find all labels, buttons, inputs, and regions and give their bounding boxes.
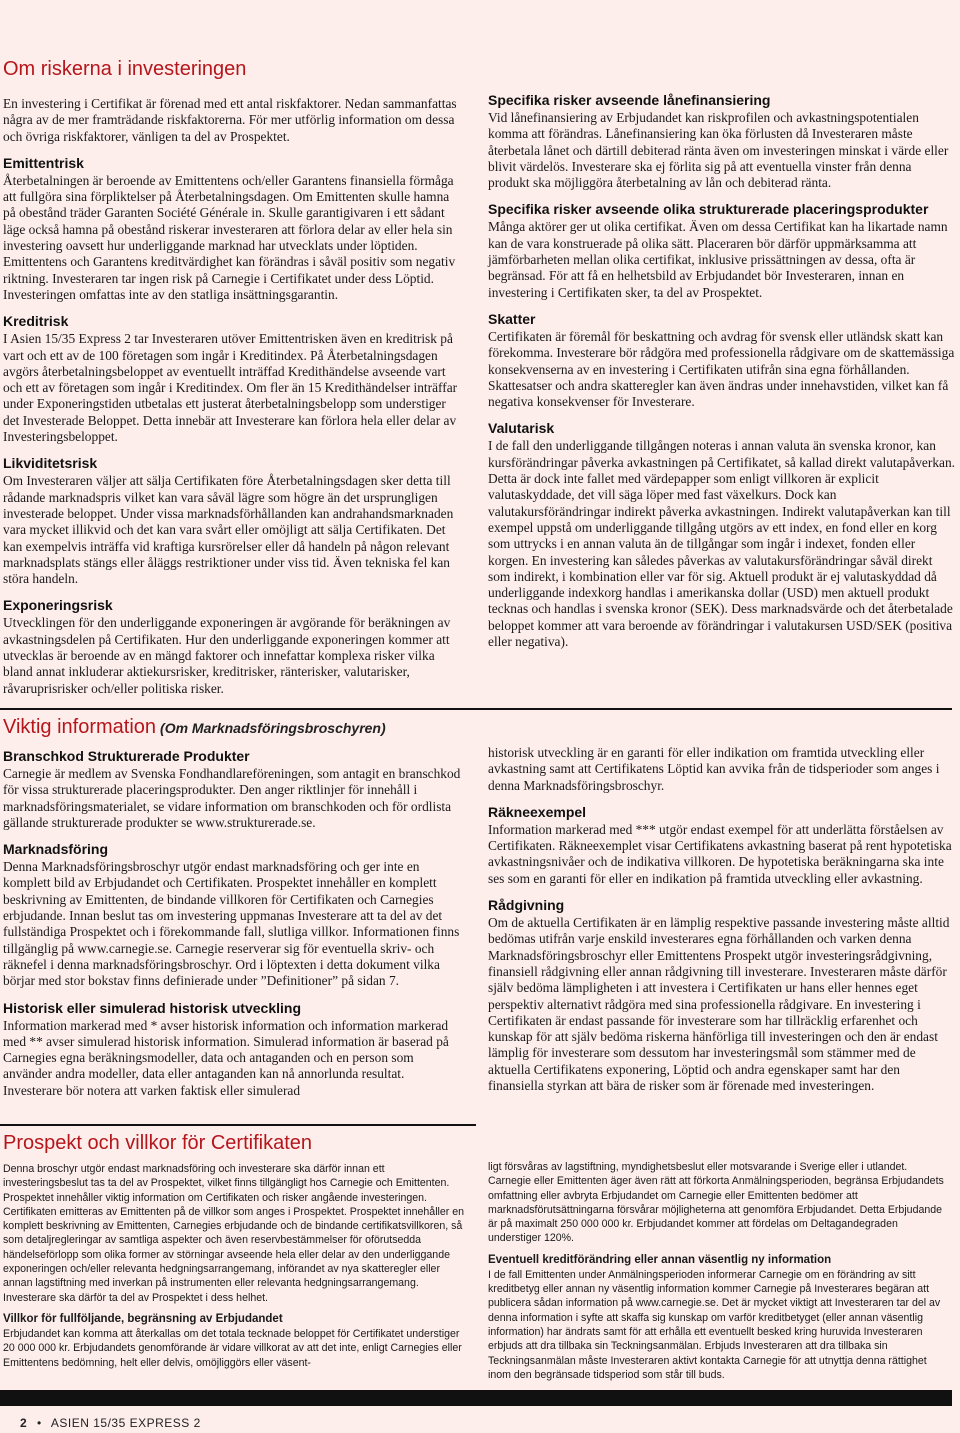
- risk-text-emittentrisk: Återbetalningen är beroende av Emittentens och/eller Garantens finansiella förmåga att fullgöra sina förpliktelser på Återbetalningsdagen. Om Emittenten skulle hamna på obestånd träder Garanten Société Générale in. Skulle garantigivaren i ett sådant läge också hamna på obestånd riskerar investeraren att förlora delar av eller hela sin investering oavsett hur underliggande marknad har utvecklats under löptiden. Emittentens och Garantens kreditvärdighet kan förändras i såväl positiv som negativ riktning. Investeraren tar ingen risk på Carnegie i Certifikatet under dess Löptid. Investeringen omfattas inte av den statliga insättningsgarantin.: [3, 172, 456, 302]
- risk-text-exponeringsrisk: Utvecklingen för den underliggande exponeringen är avgörande för beräkningen av avkastningsdelen på Certifikaten. Hur den underliggande exponeringen kommer att utvecklas är beroende av en mängd faktorer och innefattar komplexa risker vilka bland annat inkluderar aktiekursrisker, kreditrisker, ränterisker, valutarisker, råvaruprisrisker och/eller politiska risker.: [3, 615, 451, 696]
- risks-right-column: [488, 84, 956, 650]
- bottom-bar: [0, 1390, 952, 1406]
- section-divider-2: [0, 1124, 476, 1126]
- risks-title: Om riskerna i investeringen: [3, 58, 247, 80]
- prospekt-right-column: [488, 1160, 952, 1382]
- risk-text-lanefinansiering: Vid lånefinansiering av Erbjudandet kan riskprofilen och avkastningspotentialen komma att förändras. Lånefinansiering kan öka förlusten då Investeraren måste återbetala lånet och därtill debiterad ränta även om investeringen minskat i värde eller blivit värdelös. Investerare ska ej förlita sig på att eventuella vinster från denna produkt ska möjliggöra återbetalning av lån och debiterad ränta.: [488, 110, 949, 191]
- risk-heading-lanefinansiering: Specifika risker avseende lånefinansiering: [488, 92, 771, 108]
- prospekt-left-intro: Denna broschyr utgör endast marknadsföring och investerare ska därför innan ett investeringsbeslut tas ta del av Prospektet, vilket finns tillgängligt hos Carnegie och Emittenten. Prospektet innehåller viktig information om Certifikaten och risker angående investeringen. Certifikaten emitteras av Emittenten på de villkor som anges i Prospektet. Prospektet innehåller en komplett beskrivning av Emittenten, Carnegies erbjudande och de bindande certifikatsvillkoren, så som detaljregleringar av samtliga aspekter och även reservbestämmelser för oförutsedda händelseförlopp som olika former av störningar avseende hela eller delar av den underliggande exponeringen och/eller relevanta hedgningsarrangemang, införandet av nya skatteregler eller annan lagstiftning med inverkan på instrumenten eller relevanta hedgningsarrangemang. Investerare ska därför ta del av Prospektet i dess helhet.: [3, 1163, 465, 1304]
- prospekt-title: Prospekt och villkor för Certifikaten: [3, 1132, 313, 1154]
- info-heading-marknadsforing: Marknadsföring: [3, 841, 109, 858]
- info-heading-radgivning: Rådgivning: [488, 897, 565, 914]
- info-text-rakneexempel: Information markerad med *** utgör endast exempel för att underlätta förståelsen av Certifikaten. Räkneexemplet visar Certifikatens avkastning baserat på rent hypotetiska avkastningsnivåer och de indikativa villkoren. De hypotetiska beräkningarna ska inte ses som en garanti för eller en indikation på framtida utveckling eller avkastning.: [488, 821, 952, 886]
- risk-heading-likviditetsrisk: Likviditetsrisk: [3, 455, 98, 472]
- risk-heading-strukturerade: Specifika risker avseende olika strukturerade placeringsprodukter: [488, 201, 929, 218]
- prospekt-right-heading: Eventuell kreditförändring eller annan väsentlig ny information: [488, 1253, 832, 1266]
- risk-heading-exponeringsrisk: Exponeringsrisk: [3, 597, 113, 614]
- info-right-intro: historisk utveckling är en garanti för eller indikation om framtida utveckling eller avkastning samt att Certifikatens Löptid kan avvika från de tidsperioder som anges i denna Marknadsföringsbroschyr.: [488, 745, 940, 793]
- risks-intro: En investering i Certifikat är förenad med ett antal riskfaktorer. Nedan sammanfattas några av de mer framträdande riskfaktorerna. För mer utförlig information om dessa och övriga riskfaktorer, vänligen ta del av Prospektet.: [3, 96, 457, 144]
- risks-left-column: [3, 96, 465, 697]
- info-text-historisk: Information markerad med * avser historisk information och information markerad med ** avser simulerad historisk information. Simulerad information är baserad på Carnegies egna beräkningsmodeller, data och antaganden och en person som använder andra modeller, data eller antaganden kan nå annorlunda resultat. Investerare bör notera att varken faktisk eller simulerad: [3, 1017, 449, 1098]
- info-text-branschkod: Carnegie är medlem av Svenska Fondhandlareföreningen, som antagit en branschkod för vissa strukturerade placeringsprodukter. Den anger riktlinjer för innehåll i marknadsföringsmaterialet, se vidare information om branschkoden och för ordlista gällande strukturerade produkter se www.strukturerade.se.: [3, 766, 461, 830]
- info-heading-branschkod: Branschkod Strukturerade Produkter: [3, 748, 250, 764]
- page-number: 2: [20, 1416, 28, 1430]
- info-right-column: [488, 745, 956, 1094]
- info-title-row: [3, 716, 473, 739]
- footer-bullet: •: [37, 1416, 42, 1430]
- risk-text-kreditrisk: I Asien 15/35 Express 2 tar Investeraren utöver Emittentrisken även en kreditrisk på vart och ett av de 100 företagen som ingår i Kreditindex. På Återbetalningsdagen avgörs återbetalningsbeloppet av eventuellt inträffad Kredithändelse avseende vart och ett av företagen som ingår i Kreditindex. Om fler än 15 Kredithändelser inträffar under Exponeringstiden utbetalas ett justerat återbetalningsbelopp som understiger det Investerade Beloppet. Detta innebär att Investerare kan förlora hela eller delar av Investeringsbeloppet.: [3, 331, 458, 445]
- prospekt-left-text: Erbjudandet kan komma att återkallas om det totala tecknade beloppet för Certifikatet understiger 20 000 000 kr. Erbjudandets genomförande är vidare villkorat av att det inte, enligt Carnegies eller Emittentens bedömning, helt eller delvis, omöjliggörs eller väsent-: [3, 1327, 462, 1369]
- risk-heading-kreditrisk: Kreditrisk: [3, 313, 69, 330]
- risk-heading-valutarisk: Valutarisk: [488, 420, 555, 437]
- info-heading-historisk: Historisk eller simulerad historisk utveckling: [3, 999, 301, 1016]
- risk-text-likviditetsrisk: Om Investeraren väljer att sälja Certifikaten före Återbetalningsdagen sker detta till rådande marknadspris vilket kan vara såväl lägre som högre än det ursprungligen investerade beloppet. Under vissa marknadsförhållanden kan andrahandsmarknaden vara mycket illikvid och det kan vara svårt eller omöjligt att sälja Certifikaten. Det kan exempelvis inträffa vid kraftiga kursrörelser eller då handeln på någon relevant marknadsplats stängs eller åläggs restriktioner under viss tid. Även tekniska fel kan störa handeln.: [3, 473, 454, 587]
- info-subtitle: (Om Marknadsföringsbroschyren): [160, 720, 386, 736]
- prospekt-right-intro: ligt försvåras av lagstiftning, myndighetsbeslut eller motsvarande i Sverige eller i utlandet. Carnegie eller Emittenten äger även rätt att förkorta Anmälningsperioden, begränsa Erbjudandets omfattning eller avbryta Erbjudandet om Carnegie eller Emittenten bedömer att marknadsförutsättningarna försvårar möjligheterna att genomföra Erbjudandet. Detta Erbjudande är på maximalt 250 000 000 kr. Erbjudandet kommer att fördelas om Deltagandegraden understiger 120%.: [488, 1161, 944, 1245]
- prospekt-left-heading: Villkor för fullföljande, begränsning av Erbjudandet: [3, 1312, 283, 1325]
- info-left-column: [3, 738, 465, 1099]
- risk-heading-skatter: Skatter: [488, 310, 536, 327]
- risk-text-valutarisk: I de fall den underliggande tillgången noteras i annan valuta än svenska kronor, kan kursförändringar påverka avkastningen på Certifikatet, så kallad direkt valutapåverkan. Detta är dock inte fallet med värdepapper som enligt villkoren är explicit valutaskyddade, det vill säga löper med fast växelkurs. Dock kan valutakursförändringar indirekt påverka avkastningen. Indirekt valutapåverkan kan till exempel uppstå om underliggande tillgång utgörs av ett index, en fond eller en korg som uttrycks i en annan valuta än de tillgångar som ingår i indexet, fonden eller korgen. En investering kan således påverkas av valutakursförändringar såväl direkt som indirekt, i kombination eller var för sig. Aktuell produkt är ej valutaskyddad då underliggande indexkorg handlas i amerikanska dollar (USD) men aktuell produkt tecknas och handlas i svenska kronor (SEK). Dess marknadsvärde och det återbetalade beloppet kommer att vara beroende av förändringar i valutakursen USD/SEK (positiva eller negativa).: [488, 438, 955, 650]
- risk-text-strukturerade: Många aktörer ger ut olika certifikat. Även om dessa Certifikat kan ha likartade namn kan de vara konstruerade på olika sätt. Placeraren bör därför uppmärksamma att jämförbarheten mellan olika certifikat, inklusive prissättningen av dessa, ofta är begränsad. För att få en helhetsbild av Erbjudandet bör Investeraren, innan en investering i Certifikaten sker, ta del av Prospektet.: [488, 219, 948, 300]
- prospekt-left-column: [3, 1162, 465, 1370]
- prospekt-right-text: I de fall Emittenten under Anmälningsperioden informerar Carnegie om en förändring av sitt kreditbetyg eller annan ny väsentlig information kommer Carnegie på Investerares begäran att publicera sådan information på www.carnegie.se. Det är mycket viktigt att Investeraren tar del av denna information i syfte att skaffa sig kunskap om varför kreditbetyget (eller annan väsentlig information) har ändrats samt för att erhålla ett eventuellt besked kring huruvida Investeraren erbjuds att dra tillbaka sin Teckningsanmälan. Erbjuds Investeraren att dra tillbaka sin Teckningsanmälan måste Investeraren aktivt kontakta Carnegie för att utnyttja denna rättighet inom den begränsade tidsperiod som står till buds.: [488, 1268, 941, 1381]
- info-text-marknadsforing: Denna Marknadsföringsbroschyr utgör endast marknadsföring och ger inte en komplett bild av Erbjudandet och Certifikaten. Prospektet innehåller en komplett beskrivning av Emittenten, de bindande villkoren för Certifikaten och Carnegies erbjudande. Innan beslut tas om investering uppmanas Investerare att ta del av det fullständiga Prospektet och i förekommande fall, slutliga villkor. Informationen finns tillgänglig på www.carnegie.se. Carnegie reserverar sig för eventuella skriv- och räknefel i denna marknadsföringsbroschyr. Ord i löptexten i detta dokument vilka börjar med stor bokstav finns definierade under ”Definitioner” på sidan 7.: [3, 859, 460, 989]
- risk-text-skatter: Certifikaten är föremål för beskattning och avdrag för svensk eller utländsk skatt kan förekomma. Investerare bör rådgöra med professionella rådgivare om de skattemässiga konsekvenserna av en investering i Certifikaten utifrån sina egna förhållanden. Skattesatser och andra skatteregler kan även ändras under innehavstiden, vilket kan få negativa konsekvenser för Investerare.: [488, 328, 955, 410]
- info-heading-rakneexempel: Räkneexempel: [488, 803, 587, 820]
- page-footer: [20, 1416, 201, 1430]
- info-text-radgivning: Om de aktuella Certifikaten är en lämplig respektive passande investering måste alltid bedömas utifrån varje enskild investerares egna förhållanden och varken denna Marknadsföringsbroschyr eller Emittentens Prospekt utgör investeringsrådgivning, finansiell rådgivning eller annan rådgivning till investerare. Investeraren måste därför själv bedöma lämpligheten i att investera i Certifikaten ur hans eller hennes eget perspektiv alternativt rådgöra med sina professionella rådgivare. En investering i Certifikaten är endast passande för investerare som har tillräcklig erfarenhet och kunskap för att själv bedöma riskerna hänförliga till investeringen och den är endast lämplig för investerare som dessutom har investeringsmål som stämmer med de aktuella Certifikatens exponering, Löptid och andra egenskaper samt har den finansiella styrkan att bära de risker som är förenade med investeringen.: [488, 915, 950, 1094]
- risk-heading-emittentrisk: Emittentrisk: [3, 154, 84, 171]
- footer-product: ASIEN 15/35 EXPRESS 2: [50, 1416, 201, 1430]
- info-title: Viktig information: [3, 716, 157, 738]
- section-divider-1: [0, 708, 952, 710]
